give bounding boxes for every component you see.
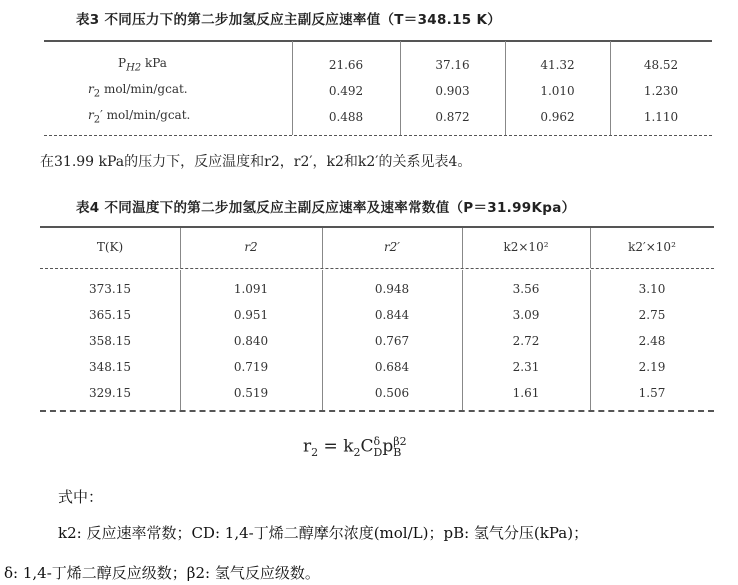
row-label: $r_2'$ mol/min/gcat. [88,108,191,126]
table-cell: 0.844 [374,308,410,322]
formula-p-sub: B [393,446,402,459]
table-row [44,52,712,78]
table-cell: 348.15 [89,360,131,374]
rate-equation [303,436,407,459]
formula-c-sup: δ [373,435,381,448]
column-header: r2 [244,240,258,254]
formula-c: C [360,436,374,457]
table-row [40,328,714,354]
table-cell: 41.32 [540,58,575,72]
table-cell: 329.15 [89,386,131,400]
formula-lhs: r [303,436,312,457]
table-cell: 0.951 [233,308,269,322]
table-cell: 3.09 [512,308,540,322]
table-row [44,78,712,104]
table-cell: 2.48 [638,334,666,348]
table-cell: 365.15 [89,308,131,322]
table-cell: 0.506 [374,386,410,400]
table-cell: 1.230 [643,84,679,98]
table-cell: 1.61 [512,386,540,400]
column-header: T(K) [96,240,124,254]
table-row [40,276,714,302]
column-header: k2′×10² [628,240,676,254]
table-cell: 0.684 [374,360,410,374]
table-row [44,104,712,130]
formula-p: p [382,436,394,457]
formula-k: k [343,436,354,457]
formula-p-sup: β2 [393,435,407,448]
formula-k-sub: 2 [353,445,361,459]
table-cell: 1.57 [638,386,666,400]
table3-top-rule [44,40,712,42]
table-cell: 373.15 [89,282,131,296]
note-line-2: δ: 1,4-丁烯二醇反应级数；β2: 氢气反应级数。 [4,564,320,582]
table-row [40,302,714,328]
table-cell: 2.31 [512,360,540,374]
row-label: $P_{H2}$ kPa [118,56,167,74]
table-row [40,380,714,406]
table-cell: 1.010 [540,84,575,98]
table3-bottom-rule [44,135,712,136]
table-row [40,354,714,380]
table-cell: 2.19 [638,360,666,374]
table-cell: 0.719 [233,360,269,374]
column-header: r2′ [383,240,401,254]
table-cell: 2.72 [512,334,540,348]
table-cell: 0.767 [374,334,410,348]
table-cell: 21.66 [328,58,364,72]
table-cell: 1.110 [643,110,679,124]
table-cell: 3.10 [638,282,666,296]
formula-c-sub: D [373,446,383,459]
table-cell: 0.872 [435,110,470,124]
table-cell: 37.16 [435,58,470,72]
table4-caption: 表4 不同温度下的第二步加氢反应主副反应速率及速率常数值（P＝31.99Kpa） [76,200,576,216]
table4-header-rule [40,268,714,269]
table4-bottom-rule [40,410,714,412]
table-cell: 0.903 [435,84,470,98]
table-cell: 0.488 [328,110,364,124]
table-cell: 358.15 [89,334,131,348]
table-cell: 48.52 [643,58,679,72]
note-line-1: k2: 反应速率常数；CD: 1,4-丁烯二醇摩尔浓度(mol/L)；pB: 氢气分压(kPa)； [58,524,589,542]
where-label: 式中： [58,488,104,506]
formula-equals: = [318,436,344,457]
table4-top-rule [40,226,714,228]
table3 [44,52,712,130]
column-header: k2×10² [503,240,549,254]
row-label: $r_2$ mol/min/gcat. [88,82,188,100]
table4-body [40,276,714,406]
table-cell: 0.962 [540,110,575,124]
formula-lhs-sub: 2 [311,445,319,459]
table3-caption: 表3 不同压力下的第二步加氢反应主副反应速率值（T＝348.15 K） [76,12,502,28]
table-header-row [40,234,714,260]
table-cell: 3.56 [512,282,540,296]
table-cell: 1.091 [233,282,269,296]
table-cell: 0.492 [328,84,364,98]
table-cell: 0.519 [233,386,269,400]
table-cell: 0.948 [374,282,410,296]
table-cell: 2.75 [638,308,666,322]
table-cell: 0.840 [233,334,269,348]
table4-header [40,234,714,260]
body-paragraph: 在31.99 kPa的压力下，反应温度和r2，r2′，k2和k2′的关系见表4。 [40,154,472,170]
